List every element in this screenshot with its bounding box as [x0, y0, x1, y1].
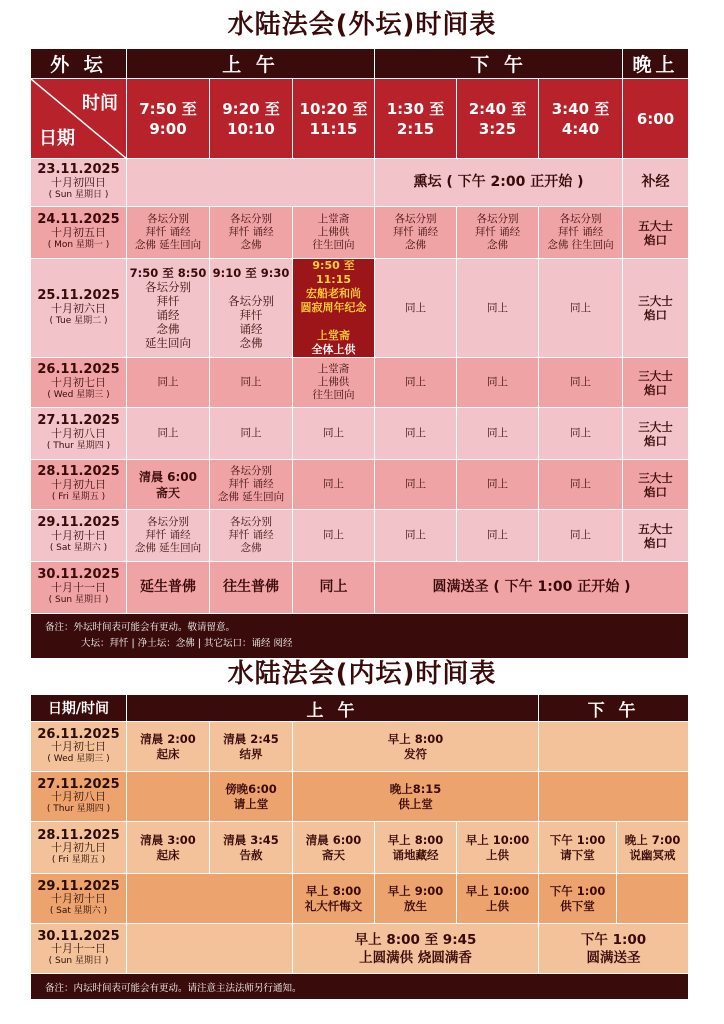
table-row: [31, 874, 689, 924]
schedule-cell: 各坛分别 拜忏 诵经 念佛 延生回向: [210, 460, 293, 510]
schedule-cell: 同上: [375, 510, 457, 562]
schedule-cell: 早上 8:00 诵地藏经: [375, 822, 457, 874]
schedule-cell: 延生普佛: [127, 562, 210, 614]
schedule-cell: 上堂斋 上佛供 往生回向: [293, 207, 375, 259]
morning-empty: [127, 159, 375, 207]
evening-cell: 补经: [623, 159, 689, 207]
schedule-cell: 早上 8:00 至 9:45 上圆满供 烧圆满香: [293, 924, 539, 974]
schedule-cell: 下午 1:00 圆满送圣: [539, 924, 689, 974]
outer-schedule-table: [30, 48, 689, 659]
schedule-cell: 9:10 至 9:30 各坛分别 拜忏 诵经 念佛: [210, 259, 293, 358]
schedule-cell: 同上: [539, 358, 623, 408]
schedule-cell: 同上: [539, 510, 623, 562]
inner-schedule-table: [30, 694, 689, 1000]
table-row: [31, 408, 689, 460]
schedule-cell: 同上: [127, 358, 210, 408]
empty-cell: [539, 772, 689, 822]
afternoon-span: 圆满送圣 ( 下午 1:00 正开始 ): [375, 562, 689, 614]
schedule-cell: 同上: [375, 358, 457, 408]
schedule-cell: 同上: [127, 408, 210, 460]
empty-cell: [617, 874, 689, 924]
afternoon-header: 下 午: [375, 49, 623, 79]
row-date: 24.11.2025 十月初五日 ( Mon 星期一 ): [31, 207, 127, 259]
schedule-cell: 清晨 6:00 斋天: [127, 460, 210, 510]
evening-cell: 五大士 焰口: [623, 510, 689, 562]
schedule-cell: 往生普佛: [210, 562, 293, 614]
schedule-cell: 同上: [457, 408, 539, 460]
schedule-cell: 各坛分别 拜忏 诵经 念佛: [375, 207, 457, 259]
table-row: [31, 460, 689, 510]
table-row: [31, 822, 689, 874]
evening-header: 晚上: [623, 49, 689, 79]
row-date: 27.11.2025 十月初八日 ( Thur 星期四 ): [31, 772, 127, 822]
schedule-cell: 同上: [375, 259, 457, 358]
row-date: 26.11.2025 十月初七日 ( Wed 星期三 ): [31, 722, 127, 772]
schedule-cell: 同上: [210, 408, 293, 460]
empty-cell: [127, 924, 293, 974]
row-date: 27.11.2025 十月初八日 ( Thur 星期四 ): [31, 408, 127, 460]
evening-cell: 三大士 焰口: [623, 408, 689, 460]
morning-header: 上 午: [127, 695, 539, 722]
table-row: [31, 259, 689, 358]
schedule-cell: 清晨 2:45 结界: [210, 722, 293, 772]
schedule-cell: 清晨 2:00 起床: [127, 722, 210, 772]
empty-cell: [127, 874, 293, 924]
inner-note: 备注：内坛时间表可能会有更动。请注意主法法师另行通知。: [31, 974, 689, 1000]
time-slot-2: 9:20 至 10:10: [210, 79, 293, 159]
corner-date-label: 日期: [39, 128, 75, 149]
schedule-cell: 各坛分别 拜忏 诵经 念佛 延生回向: [127, 510, 210, 562]
row-date: 30.11.2025 十月十一日 ( Sun 星期日 ): [31, 562, 127, 614]
table-row: [31, 562, 689, 614]
inner-schedule-title: 水陆法会(内坛)时间表: [227, 659, 497, 689]
outer-time-row: [31, 79, 689, 159]
schedule-cell: 早上 10:00 上供: [457, 822, 539, 874]
outer-note: 备注：外坛时间表可能会有更动。敬请留意。 大坛：拜忏 | 净土坛：念佛 | 其它坛口：诵经 阅经: [31, 614, 689, 659]
evening-cell: 三大士 焰口: [623, 358, 689, 408]
schedule-cell: 下午 1:00 请下堂: [539, 822, 617, 874]
row-date: 30.11.2025 十月十一日 ( Sun 星期日 ): [31, 924, 127, 974]
schedule-cell: 早上 10:00 上供: [457, 874, 539, 924]
row-date: 25.11.2025 十月初六日 ( Tue 星期二 ): [31, 259, 127, 358]
schedule-cell: 早上 9:00 放生: [375, 874, 457, 924]
inner-header-row: [31, 695, 689, 722]
schedule-cell: 下午 1:00 供下堂: [539, 874, 617, 924]
table-row: [31, 924, 689, 974]
row-date: 29.11.2025 十月初十日 ( Sat 星期六 ): [31, 874, 127, 924]
evening-cell: 五大士 焰口: [623, 207, 689, 259]
schedule-cell: 7:50 至 8:50 各坛分别 拜忏 诵经 念佛 延生回向: [127, 259, 210, 358]
outer-label: 外 坛: [31, 49, 127, 79]
time-slot-evening: 6:00: [623, 79, 689, 159]
afternoon-span: 熏坛 ( 下午 2:00 正开始 ): [375, 159, 623, 207]
time-slot-1: 7:50 至 9:00: [127, 79, 210, 159]
afternoon-header: 下 午: [539, 695, 689, 722]
schedule-cell: 同上: [539, 259, 623, 358]
table-row: [31, 722, 689, 772]
schedule-cell: 各坛分别 拜忏 诵经 念佛: [210, 510, 293, 562]
schedule-cell: 同上: [457, 510, 539, 562]
schedule-cell: 各坛分别 拜忏 诵经 念佛 延生回向: [127, 207, 210, 259]
schedule-cell: 同上: [210, 358, 293, 408]
schedule-cell: 同上: [293, 562, 375, 614]
schedule-cell: 晚上 7:00 说幽冥戒: [617, 822, 689, 874]
schedule-cell: 早上 8:00 礼大忏悔文: [293, 874, 375, 924]
corner-time-label: 时间: [82, 93, 118, 114]
schedule-cell: 清晨 3:45 告赦: [210, 822, 293, 874]
table-row: [31, 358, 689, 408]
time-slot-3: 10:20 至 11:15: [293, 79, 375, 159]
schedule-cell: 同上: [539, 460, 623, 510]
outer-header-row: [31, 49, 689, 79]
schedule-cell: 早上 8:00 发符: [293, 722, 539, 772]
schedule-cell: 同上: [375, 460, 457, 510]
row-date: 28.11.2025 十月初九日 ( Fri 星期五 ): [31, 822, 127, 874]
time-slot-4: 1:30 至 2:15: [375, 79, 457, 159]
schedule-cell: 同上: [457, 460, 539, 510]
schedule-cell: 上堂斋 上佛供 往生回向: [293, 358, 375, 408]
schedule-cell: 各坛分别 拜忏 诵经 念佛: [457, 207, 539, 259]
schedule-cell: 同上: [293, 408, 375, 460]
schedule-cell: 同上: [539, 408, 623, 460]
highlight-memorial-cell: 9:50 至 11:15 宏船老和尚 圆寂周年纪念 上堂斋 全体上供: [293, 259, 375, 358]
table-row: [31, 207, 689, 259]
date-time-header: 日期/时间: [31, 695, 127, 722]
outer-note-row: [31, 614, 689, 659]
row-date: 23.11.2025 十月初四日 ( Sun 星期日 ): [31, 159, 127, 207]
schedule-cell: 各坛分别 拜忏 诵经 念佛: [210, 207, 293, 259]
corner-cell: [31, 79, 127, 159]
evening-cell: 三大士 焰口: [623, 460, 689, 510]
schedule-cell: 各坛分别 拜忏 诵经 念佛 往生回向: [539, 207, 623, 259]
schedule-cell: 同上: [375, 408, 457, 460]
schedule-cell: 同上: [293, 510, 375, 562]
table-row: [31, 772, 689, 822]
schedule-cell: 傍晚6:00 请上堂: [210, 772, 293, 822]
schedule-cell: 同上: [293, 460, 375, 510]
empty-cell: [127, 772, 210, 822]
inner-note-row: [31, 974, 689, 1000]
table-row: [31, 159, 689, 207]
morning-header: 上 午: [127, 49, 375, 79]
schedule-cell: 同上: [457, 259, 539, 358]
empty-cell: [539, 722, 689, 772]
schedule-cell: 清晨 6:00 斋天: [293, 822, 375, 874]
schedule-cell: 清晨 3:00 起床: [127, 822, 210, 874]
evening-cell: 三大士 焰口: [623, 259, 689, 358]
time-slot-5: 2:40 至 3:25: [457, 79, 539, 159]
outer-schedule-title: 水陆法会(外坛)时间表: [227, 10, 497, 40]
schedule-cell: 晚上8:15 供上堂: [293, 772, 539, 822]
table-row: [31, 510, 689, 562]
row-date: 29.11.2025 十月初十日 ( Sat 星期六 ): [31, 510, 127, 562]
schedule-cell: 同上: [457, 358, 539, 408]
time-slot-6: 3:40 至 4:40: [539, 79, 623, 159]
row-date: 26.11.2025 十月初七日 ( Wed 星期三 ): [31, 358, 127, 408]
row-date: 28.11.2025 十月初九日 ( Fri 星期五 ): [31, 460, 127, 510]
